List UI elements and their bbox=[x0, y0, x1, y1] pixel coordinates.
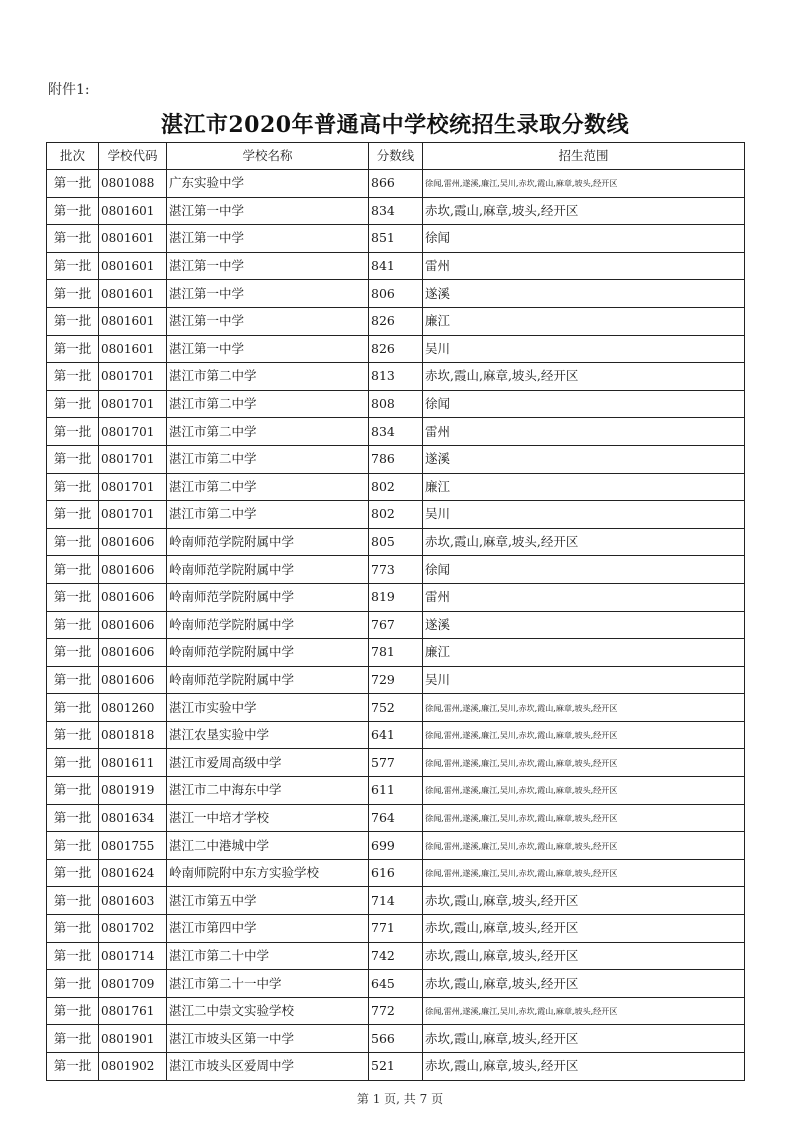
school-code-cell: 0801606 bbox=[99, 556, 167, 584]
header-enrollment-range: 招生范围 bbox=[423, 143, 745, 170]
score-cell: 767 bbox=[369, 611, 423, 639]
admission-score-table bbox=[46, 142, 745, 1081]
batch-cell: 第一批 bbox=[47, 804, 99, 832]
batch-cell: 第一批 bbox=[47, 197, 99, 225]
school-code-cell: 0801601 bbox=[99, 252, 167, 280]
batch-cell: 第一批 bbox=[47, 721, 99, 749]
score-cell: 826 bbox=[369, 335, 423, 363]
school-code-cell: 0801606 bbox=[99, 639, 167, 667]
batch-cell: 第一批 bbox=[47, 777, 99, 805]
score-cell: 834 bbox=[369, 197, 423, 225]
school-code-cell: 0801606 bbox=[99, 611, 167, 639]
header-batch: 批次 bbox=[47, 143, 99, 170]
score-cell: 786 bbox=[369, 445, 423, 473]
table-row bbox=[47, 1053, 745, 1081]
score-cell: 714 bbox=[369, 887, 423, 915]
batch-cell: 第一批 bbox=[47, 335, 99, 363]
school-name-cell: 湛江市第二中学 bbox=[167, 445, 369, 473]
enrollment-range-cell: 赤坎,霞山,麻章,坡头,经开区 bbox=[423, 970, 745, 998]
school-name-cell: 湛江市第二十一中学 bbox=[167, 970, 369, 998]
score-cell: 742 bbox=[369, 942, 423, 970]
score-cell: 645 bbox=[369, 970, 423, 998]
enrollment-range-cell: 雷州 bbox=[423, 252, 745, 280]
batch-cell: 第一批 bbox=[47, 390, 99, 418]
enrollment-range-cell: 雷州 bbox=[423, 418, 745, 446]
table-header-row bbox=[47, 143, 745, 170]
score-cell: 616 bbox=[369, 859, 423, 887]
school-code-cell: 0801701 bbox=[99, 445, 167, 473]
school-code-cell: 0801702 bbox=[99, 915, 167, 943]
school-code-cell: 0801755 bbox=[99, 832, 167, 860]
enrollment-range-cell: 遂溪 bbox=[423, 445, 745, 473]
score-cell: 611 bbox=[369, 777, 423, 805]
score-cell: 771 bbox=[369, 915, 423, 943]
enrollment-range-cell: 徐闻 bbox=[423, 556, 745, 584]
table-row bbox=[47, 225, 745, 253]
school-code-cell: 0801601 bbox=[99, 197, 167, 225]
batch-cell: 第一批 bbox=[47, 694, 99, 722]
school-name-cell: 岭南师范学院附属中学 bbox=[167, 611, 369, 639]
school-code-cell: 0801260 bbox=[99, 694, 167, 722]
header-school-code: 学校代码 bbox=[99, 143, 167, 170]
school-name-cell: 岭南师范学院附属中学 bbox=[167, 639, 369, 667]
score-cell: 813 bbox=[369, 363, 423, 391]
school-name-cell: 湛江市第二十中学 bbox=[167, 942, 369, 970]
table-row bbox=[47, 611, 745, 639]
enrollment-range-cell: 赤坎,霞山,麻章,坡头,经开区 bbox=[423, 887, 745, 915]
table-row bbox=[47, 777, 745, 805]
school-code-cell: 0801088 bbox=[99, 170, 167, 198]
batch-cell: 第一批 bbox=[47, 583, 99, 611]
score-cell: 806 bbox=[369, 280, 423, 308]
school-name-cell: 湛江市第二中学 bbox=[167, 473, 369, 501]
school-name-cell: 湛江市坡头区爱周中学 bbox=[167, 1053, 369, 1081]
table-row bbox=[47, 418, 745, 446]
header-school-name: 学校名称 bbox=[167, 143, 369, 170]
enrollment-range-cell: 赤坎,霞山,麻章,坡头,经开区 bbox=[423, 942, 745, 970]
table-row bbox=[47, 445, 745, 473]
score-cell: 802 bbox=[369, 501, 423, 529]
school-name-cell: 湛江第一中学 bbox=[167, 225, 369, 253]
table-row bbox=[47, 583, 745, 611]
table-row bbox=[47, 363, 745, 391]
batch-cell: 第一批 bbox=[47, 859, 99, 887]
score-cell: 841 bbox=[369, 252, 423, 280]
enrollment-range-cell: 雷州 bbox=[423, 583, 745, 611]
batch-cell: 第一批 bbox=[47, 1025, 99, 1053]
enrollment-range-cell: 徐闻,雷州,遂溪,廉江,吴川,赤坎,霞山,麻章,坡头,经开区 bbox=[423, 804, 745, 832]
batch-cell: 第一批 bbox=[47, 170, 99, 198]
enrollment-range-cell: 赤坎,霞山,麻章,坡头,经开区 bbox=[423, 1025, 745, 1053]
batch-cell: 第一批 bbox=[47, 666, 99, 694]
school-code-cell: 0801606 bbox=[99, 528, 167, 556]
enrollment-range-cell: 赤坎,霞山,麻章,坡头,经开区 bbox=[423, 528, 745, 556]
table-row bbox=[47, 721, 745, 749]
table-row bbox=[47, 915, 745, 943]
table-row bbox=[47, 997, 745, 1025]
table-row bbox=[47, 859, 745, 887]
score-cell: 764 bbox=[369, 804, 423, 832]
school-name-cell: 湛江市第二中学 bbox=[167, 501, 369, 529]
school-name-cell: 岭南师范学院附属中学 bbox=[167, 556, 369, 584]
enrollment-range-cell: 廉江 bbox=[423, 473, 745, 501]
score-cell: 521 bbox=[369, 1053, 423, 1081]
batch-cell: 第一批 bbox=[47, 1053, 99, 1081]
table-row bbox=[47, 694, 745, 722]
batch-cell: 第一批 bbox=[47, 749, 99, 777]
school-name-cell: 湛江市第二中学 bbox=[167, 390, 369, 418]
school-name-cell: 湛江第一中学 bbox=[167, 280, 369, 308]
table-row bbox=[47, 887, 745, 915]
school-code-cell: 0801701 bbox=[99, 390, 167, 418]
table-row bbox=[47, 942, 745, 970]
score-cell: 752 bbox=[369, 694, 423, 722]
school-code-cell: 0801709 bbox=[99, 970, 167, 998]
school-name-cell: 湛江第一中学 bbox=[167, 252, 369, 280]
score-cell: 802 bbox=[369, 473, 423, 501]
attachment-label: 附件1: bbox=[48, 82, 90, 98]
school-code-cell: 0801701 bbox=[99, 501, 167, 529]
school-name-cell: 湛江市第四中学 bbox=[167, 915, 369, 943]
school-name-cell: 岭南师范学院附属中学 bbox=[167, 528, 369, 556]
school-code-cell: 0801624 bbox=[99, 859, 167, 887]
school-code-cell: 0801761 bbox=[99, 997, 167, 1025]
batch-cell: 第一批 bbox=[47, 445, 99, 473]
school-code-cell: 0801701 bbox=[99, 473, 167, 501]
school-name-cell: 湛江一中培才学校 bbox=[167, 804, 369, 832]
table-row bbox=[47, 639, 745, 667]
batch-cell: 第一批 bbox=[47, 501, 99, 529]
school-name-cell: 湛江第一中学 bbox=[167, 307, 369, 335]
enrollment-range-cell: 徐闻,雷州,遂溪,廉江,吴川,赤坎,霞山,麻章,坡头,经开区 bbox=[423, 859, 745, 887]
batch-cell: 第一批 bbox=[47, 639, 99, 667]
batch-cell: 第一批 bbox=[47, 915, 99, 943]
table-row bbox=[47, 501, 745, 529]
school-name-cell: 岭南师院附中东方实验学校 bbox=[167, 859, 369, 887]
page-footer: 第 1 页, 共 7 页 bbox=[356, 1092, 444, 1106]
enrollment-range-cell: 廉江 bbox=[423, 307, 745, 335]
school-code-cell: 0801611 bbox=[99, 749, 167, 777]
batch-cell: 第一批 bbox=[47, 942, 99, 970]
score-cell: 729 bbox=[369, 666, 423, 694]
table-row bbox=[47, 832, 745, 860]
enrollment-range-cell: 徐闻,雷州,遂溪,廉江,吴川,赤坎,霞山,麻章,坡头,经开区 bbox=[423, 777, 745, 805]
school-name-cell: 湛江第一中学 bbox=[167, 197, 369, 225]
header-score: 分数线 bbox=[369, 143, 423, 170]
enrollment-range-cell: 遂溪 bbox=[423, 611, 745, 639]
table-row bbox=[47, 335, 745, 363]
school-name-cell: 岭南师范学院附属中学 bbox=[167, 666, 369, 694]
score-cell: 834 bbox=[369, 418, 423, 446]
enrollment-range-cell: 赤坎,霞山,麻章,坡头,经开区 bbox=[423, 363, 745, 391]
score-cell: 566 bbox=[369, 1025, 423, 1053]
school-code-cell: 0801603 bbox=[99, 887, 167, 915]
table-row bbox=[47, 390, 745, 418]
enrollment-range-cell: 遂溪 bbox=[423, 280, 745, 308]
batch-cell: 第一批 bbox=[47, 997, 99, 1025]
table-row bbox=[47, 280, 745, 308]
score-cell: 773 bbox=[369, 556, 423, 584]
score-cell: 851 bbox=[369, 225, 423, 253]
score-cell: 641 bbox=[369, 721, 423, 749]
score-cell: 808 bbox=[369, 390, 423, 418]
batch-cell: 第一批 bbox=[47, 970, 99, 998]
score-cell: 577 bbox=[369, 749, 423, 777]
enrollment-range-cell: 赤坎,霞山,麻章,坡头,经开区 bbox=[423, 915, 745, 943]
table-row bbox=[47, 970, 745, 998]
table-body bbox=[47, 170, 745, 1081]
batch-cell: 第一批 bbox=[47, 473, 99, 501]
enrollment-range-cell: 徐闻 bbox=[423, 225, 745, 253]
enrollment-range-cell: 徐闻,雷州,遂溪,廉江,吴川,赤坎,霞山,麻章,坡头,经开区 bbox=[423, 721, 745, 749]
enrollment-range-cell: 徐闻,雷州,遂溪,廉江,吴川,赤坎,霞山,麻章,坡头,经开区 bbox=[423, 832, 745, 860]
enrollment-range-cell: 赤坎,霞山,麻章,坡头,经开区 bbox=[423, 1053, 745, 1081]
table-row bbox=[47, 197, 745, 225]
table-row bbox=[47, 170, 745, 198]
table-row bbox=[47, 1025, 745, 1053]
batch-cell: 第一批 bbox=[47, 280, 99, 308]
table-row bbox=[47, 473, 745, 501]
school-name-cell: 湛江市实验中学 bbox=[167, 694, 369, 722]
school-code-cell: 0801606 bbox=[99, 583, 167, 611]
school-code-cell: 0801634 bbox=[99, 804, 167, 832]
school-code-cell: 0801902 bbox=[99, 1053, 167, 1081]
batch-cell: 第一批 bbox=[47, 556, 99, 584]
enrollment-range-cell: 吴川 bbox=[423, 666, 745, 694]
batch-cell: 第一批 bbox=[47, 418, 99, 446]
enrollment-range-cell: 吴川 bbox=[423, 335, 745, 363]
table-row bbox=[47, 252, 745, 280]
school-name-cell: 湛江市爱周高级中学 bbox=[167, 749, 369, 777]
table-row bbox=[47, 307, 745, 335]
school-code-cell: 0801601 bbox=[99, 307, 167, 335]
school-code-cell: 0801606 bbox=[99, 666, 167, 694]
enrollment-range-cell: 徐闻,雷州,遂溪,廉江,吴川,赤坎,霞山,麻章,坡头,经开区 bbox=[423, 694, 745, 722]
batch-cell: 第一批 bbox=[47, 307, 99, 335]
table-row bbox=[47, 528, 745, 556]
table-row bbox=[47, 749, 745, 777]
batch-cell: 第一批 bbox=[47, 887, 99, 915]
school-code-cell: 0801919 bbox=[99, 777, 167, 805]
school-code-cell: 0801714 bbox=[99, 942, 167, 970]
school-name-cell: 湛江二中港城中学 bbox=[167, 832, 369, 860]
table-row bbox=[47, 666, 745, 694]
school-code-cell: 0801601 bbox=[99, 280, 167, 308]
enrollment-range-cell: 徐闻,雷州,遂溪,廉江,吴川,赤坎,霞山,麻章,坡头,经开区 bbox=[423, 749, 745, 777]
score-cell: 826 bbox=[369, 307, 423, 335]
school-code-cell: 0801818 bbox=[99, 721, 167, 749]
batch-cell: 第一批 bbox=[47, 611, 99, 639]
school-name-cell: 岭南师范学院附属中学 bbox=[167, 583, 369, 611]
enrollment-range-cell: 徐闻,雷州,遂溪,廉江,吴川,赤坎,霞山,麻章,坡头,经开区 bbox=[423, 170, 745, 198]
school-name-cell: 湛江第一中学 bbox=[167, 335, 369, 363]
school-name-cell: 湛江市第五中学 bbox=[167, 887, 369, 915]
batch-cell: 第一批 bbox=[47, 225, 99, 253]
enrollment-range-cell: 徐闻,雷州,遂溪,廉江,吴川,赤坎,霞山,麻章,坡头,经开区 bbox=[423, 997, 745, 1025]
school-name-cell: 湛江市二中海东中学 bbox=[167, 777, 369, 805]
score-cell: 805 bbox=[369, 528, 423, 556]
school-code-cell: 0801601 bbox=[99, 225, 167, 253]
school-code-cell: 0801901 bbox=[99, 1025, 167, 1053]
enrollment-range-cell: 徐闻 bbox=[423, 390, 745, 418]
school-name-cell: 湛江市第二中学 bbox=[167, 418, 369, 446]
school-name-cell: 湛江市坡头区第一中学 bbox=[167, 1025, 369, 1053]
table-row bbox=[47, 556, 745, 584]
batch-cell: 第一批 bbox=[47, 528, 99, 556]
school-code-cell: 0801701 bbox=[99, 363, 167, 391]
school-code-cell: 0801601 bbox=[99, 335, 167, 363]
batch-cell: 第一批 bbox=[47, 832, 99, 860]
score-cell: 699 bbox=[369, 832, 423, 860]
school-name-cell: 湛江二中崇文实验学校 bbox=[167, 997, 369, 1025]
school-code-cell: 0801701 bbox=[99, 418, 167, 446]
score-cell: 781 bbox=[369, 639, 423, 667]
enrollment-range-cell: 廉江 bbox=[423, 639, 745, 667]
page-title: 湛江市2020年普通高中学校统招生录取分数线 bbox=[160, 112, 630, 138]
score-cell: 819 bbox=[369, 583, 423, 611]
score-cell: 866 bbox=[369, 170, 423, 198]
school-name-cell: 湛江农垦实验中学 bbox=[167, 721, 369, 749]
enrollment-range-cell: 吴川 bbox=[423, 501, 745, 529]
enrollment-range-cell: 赤坎,霞山,麻章,坡头,经开区 bbox=[423, 197, 745, 225]
score-cell: 772 bbox=[369, 997, 423, 1025]
table-row bbox=[47, 804, 745, 832]
school-name-cell: 湛江市第二中学 bbox=[167, 363, 369, 391]
batch-cell: 第一批 bbox=[47, 363, 99, 391]
school-name-cell: 广东实验中学 bbox=[167, 170, 369, 198]
batch-cell: 第一批 bbox=[47, 252, 99, 280]
